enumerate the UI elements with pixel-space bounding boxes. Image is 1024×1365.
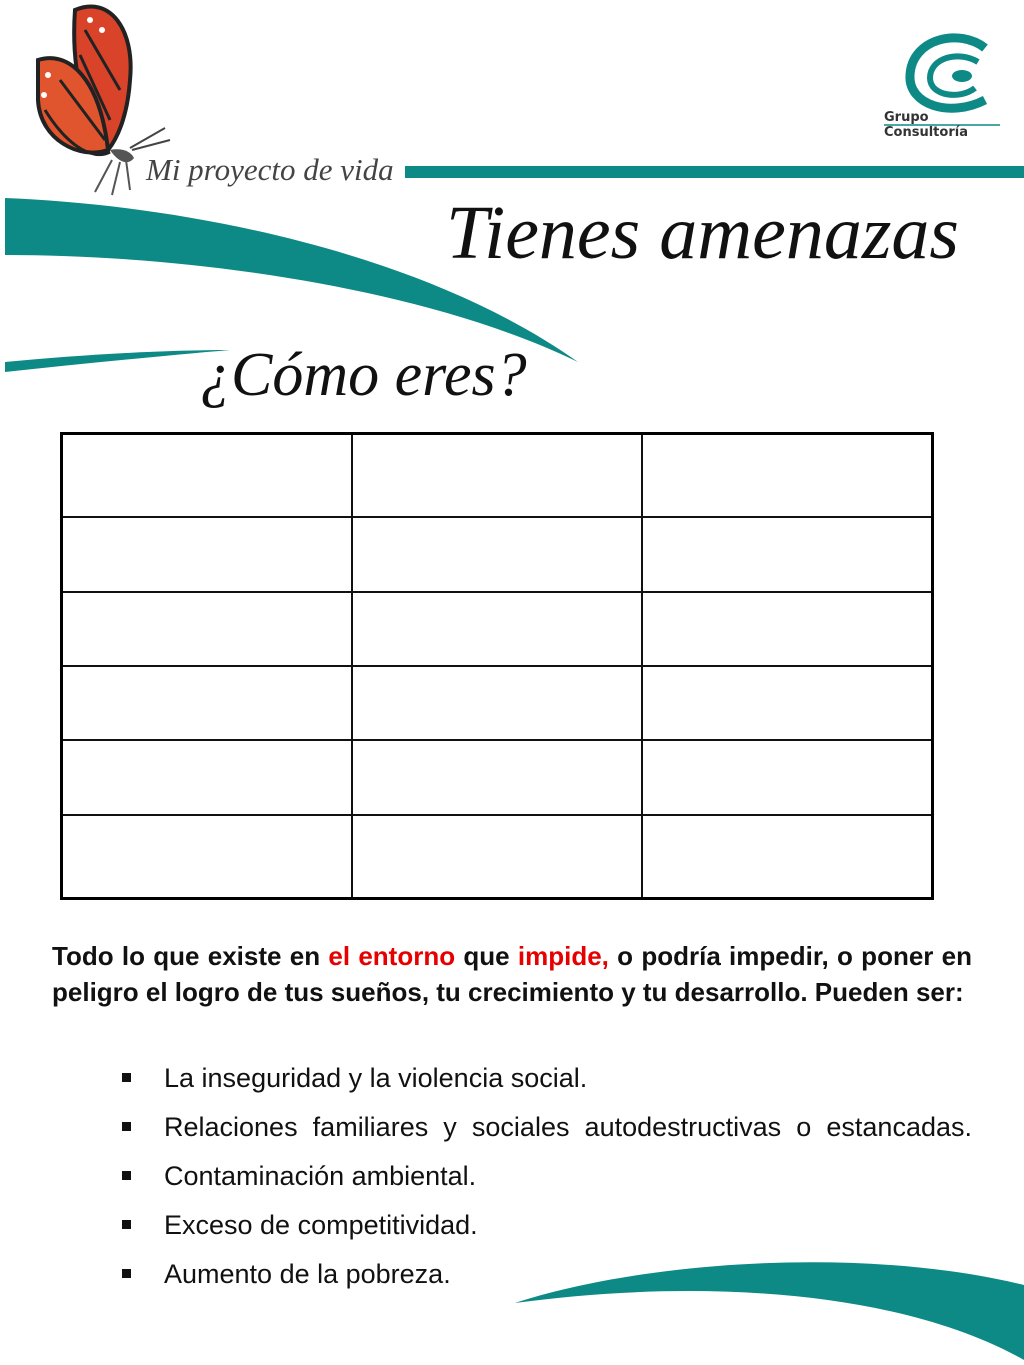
table-cell	[642, 666, 932, 740]
table-cell	[62, 517, 352, 591]
para-text-1: Todo lo que existe en	[52, 941, 329, 971]
table-cell	[642, 740, 932, 814]
bullet-icon	[122, 1269, 131, 1278]
list-item	[122, 1256, 972, 1292]
para-highlight-impide: impide,	[517, 941, 609, 971]
table-row	[62, 740, 933, 814]
table-cell	[642, 592, 932, 666]
table-cell	[352, 434, 642, 518]
list-item	[122, 1060, 972, 1096]
list-item-text: Aumento de la pobreza.	[164, 1259, 451, 1289]
section-subtitle: Mi proyecto de vida	[146, 152, 394, 187]
bullet-icon	[122, 1073, 131, 1082]
table-row	[62, 434, 933, 518]
table-cell	[642, 815, 932, 899]
list-item	[122, 1158, 972, 1194]
threat-list	[122, 1060, 972, 1305]
logo-line-2: Consultoría	[884, 125, 968, 140]
table-row	[62, 517, 933, 591]
list-item	[122, 1207, 972, 1243]
table-cell	[62, 815, 352, 899]
table-cell	[62, 434, 352, 518]
question-heading: ¿Cómo eres?	[200, 341, 527, 409]
bullet-icon	[122, 1122, 131, 1131]
table-cell	[62, 740, 352, 814]
table-cell	[62, 666, 352, 740]
table-cell	[642, 434, 932, 518]
table-cell	[642, 517, 932, 591]
table-cell	[352, 592, 642, 666]
page-title: Tienes amenazas	[446, 191, 959, 275]
table-row	[62, 815, 933, 899]
list-item-text: Relaciones familiares y sociales autodestructivas o estancadas.	[164, 1112, 972, 1142]
table-row	[62, 592, 933, 666]
bullet-icon	[122, 1171, 131, 1180]
bullet-icon	[122, 1220, 131, 1229]
para-text-2: que	[455, 941, 518, 971]
thin-swoosh	[5, 350, 230, 372]
table-cell	[352, 666, 642, 740]
list-item-text: Exceso de competitividad.	[164, 1210, 478, 1240]
empty-grid-table	[60, 432, 934, 900]
table-row	[62, 666, 933, 740]
table-cell	[352, 517, 642, 591]
header-band	[405, 166, 1024, 178]
list-item	[122, 1109, 972, 1145]
table-cell	[62, 592, 352, 666]
list-item-text: Contaminación ambiental.	[164, 1161, 477, 1191]
logo-text	[884, 110, 968, 140]
description-paragraph	[52, 938, 972, 1010]
table-cell	[352, 740, 642, 814]
logo-line-1: Grupo	[884, 110, 929, 125]
table-cell	[352, 815, 642, 899]
para-highlight-entorno: el entorno	[328, 941, 456, 971]
list-item-text: La inseguridad y la violencia social.	[164, 1063, 588, 1093]
para-text-3: o podría impedir, o poner en peligro el logro de tus sueños, tu crecimiento y tu desarrollo. Pueden ser:	[52, 941, 973, 1007]
